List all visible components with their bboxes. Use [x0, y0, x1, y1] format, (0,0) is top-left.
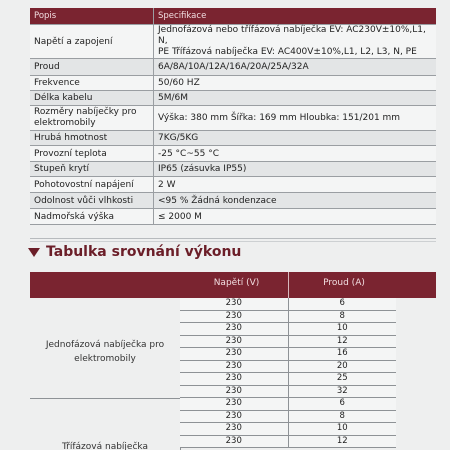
row-value: 2 W — [154, 177, 437, 193]
row-label: Pohotovostní napájení — [30, 177, 154, 193]
row-value: Výška: 380 mm Šířka: 169 mm Hloubka: 151/201 mm — [154, 106, 437, 131]
section-heading — [28, 244, 241, 260]
current-cell: 10 — [336, 323, 348, 333]
header-voltage: Napětí (V) — [213, 278, 260, 288]
row-value-line2: PE Třífázová nabíječka EV: AC400V±10%,L1, L2, L3, N, PE — [158, 47, 417, 57]
table-row — [180, 386, 396, 399]
table-row — [30, 146, 436, 162]
table-row — [180, 348, 396, 361]
row-value: 5M/6M — [154, 91, 437, 106]
spec-table — [30, 8, 436, 225]
voltage-cell: 230 — [180, 436, 289, 448]
row-label: Stupeň krytí — [30, 162, 154, 177]
divider — [30, 238, 436, 239]
voltage-cell: 230 — [180, 386, 289, 398]
current-cell: 6 — [339, 398, 345, 408]
table-row — [180, 423, 396, 436]
section-title: Tabulka srovnání výkonu — [46, 244, 242, 260]
table-row — [30, 76, 436, 91]
voltage-cell: 230 — [180, 323, 289, 335]
header-specifikace: Specifikace — [154, 8, 437, 25]
comparison-table-body — [30, 298, 436, 448]
table-row — [180, 436, 396, 449]
table-row — [180, 361, 396, 374]
voltage-cell: 230 — [180, 373, 289, 385]
row-value: 6A/8A/10A/12A/16A/20A/25A/32A — [154, 59, 437, 76]
table-row — [30, 25, 436, 59]
voltage-cell: 230 — [180, 361, 289, 373]
single-phase-group — [30, 298, 436, 398]
row-label: Odolnost vůči vlhkosti — [30, 193, 154, 209]
table-row — [180, 298, 396, 311]
row-value — [154, 25, 437, 59]
row-label: Napětí a zapojení — [30, 25, 154, 59]
current-cell: 12 — [336, 335, 348, 346]
row-value: IP65 (zásuvka IP55) — [154, 162, 437, 177]
group-label: Jednofázová nabíječka pro elektromobily — [45, 340, 165, 364]
comparison-table-header — [30, 272, 436, 298]
current-cell: 6 — [339, 298, 345, 308]
current-cell: 10 — [336, 423, 348, 433]
row-value: 50/60 HZ — [154, 76, 437, 91]
divider — [288, 272, 289, 298]
voltage-cell: 230 — [180, 398, 289, 410]
spec-table-header — [30, 8, 436, 25]
row-value: -25 °C~55 °C — [154, 146, 437, 162]
row-label: Frekvence — [30, 76, 154, 91]
table-row — [30, 91, 436, 106]
header-current: Proud (A) — [323, 278, 365, 288]
voltage-cell: 230 — [180, 411, 289, 423]
table-row — [30, 209, 436, 225]
row-label: Provozní teplota — [30, 146, 154, 162]
table-row — [180, 336, 396, 349]
voltage-cell: 230 — [180, 348, 289, 360]
three-phase-group — [30, 398, 436, 448]
row-label: Hrubá hmotnost — [30, 131, 154, 146]
voltage-cell: 230 — [180, 311, 289, 323]
current-cell: 12 — [336, 435, 348, 446]
voltage-cell: 230 — [180, 423, 289, 435]
table-row — [180, 373, 396, 386]
current-cell: 8 — [339, 410, 345, 421]
table-row — [30, 59, 436, 76]
row-label: Proud — [30, 59, 154, 76]
current-cell: 25 — [336, 373, 348, 383]
row-value: ≤ 2000 M — [154, 209, 437, 225]
row-label: Délka kabelu — [30, 91, 154, 106]
current-cell: 20 — [336, 360, 348, 371]
comparison-table — [30, 272, 436, 448]
voltage-cell: 230 — [180, 298, 289, 310]
voltage-cell: 230 — [180, 336, 289, 348]
row-value: 7KG/5KG — [154, 131, 437, 146]
row-label: Rozměry nabíječky pro elektromobily — [30, 106, 154, 131]
row-label: Nadmořská výška — [30, 209, 154, 225]
table-row — [30, 106, 436, 131]
group-label: Třífázová nabíječka — [62, 442, 148, 450]
table-row — [30, 177, 436, 193]
table-row — [30, 162, 436, 177]
triangle-down-icon — [28, 248, 40, 257]
current-cell: 16 — [336, 348, 348, 358]
table-row — [180, 311, 396, 324]
table-row — [30, 193, 436, 209]
row-value-line1: Jednofázová nebo třífázová nabíječka EV: AC230V±10%,L1, N, — [158, 25, 426, 46]
divider — [30, 241, 436, 242]
table-row — [180, 398, 396, 411]
header-popis: Popis — [30, 8, 154, 25]
table-row — [180, 411, 396, 424]
row-value: <95 % Žádná kondenzace — [154, 193, 437, 209]
current-cell: 8 — [339, 310, 345, 321]
current-cell: 32 — [336, 385, 348, 396]
table-row — [180, 323, 396, 336]
table-row — [30, 131, 436, 146]
